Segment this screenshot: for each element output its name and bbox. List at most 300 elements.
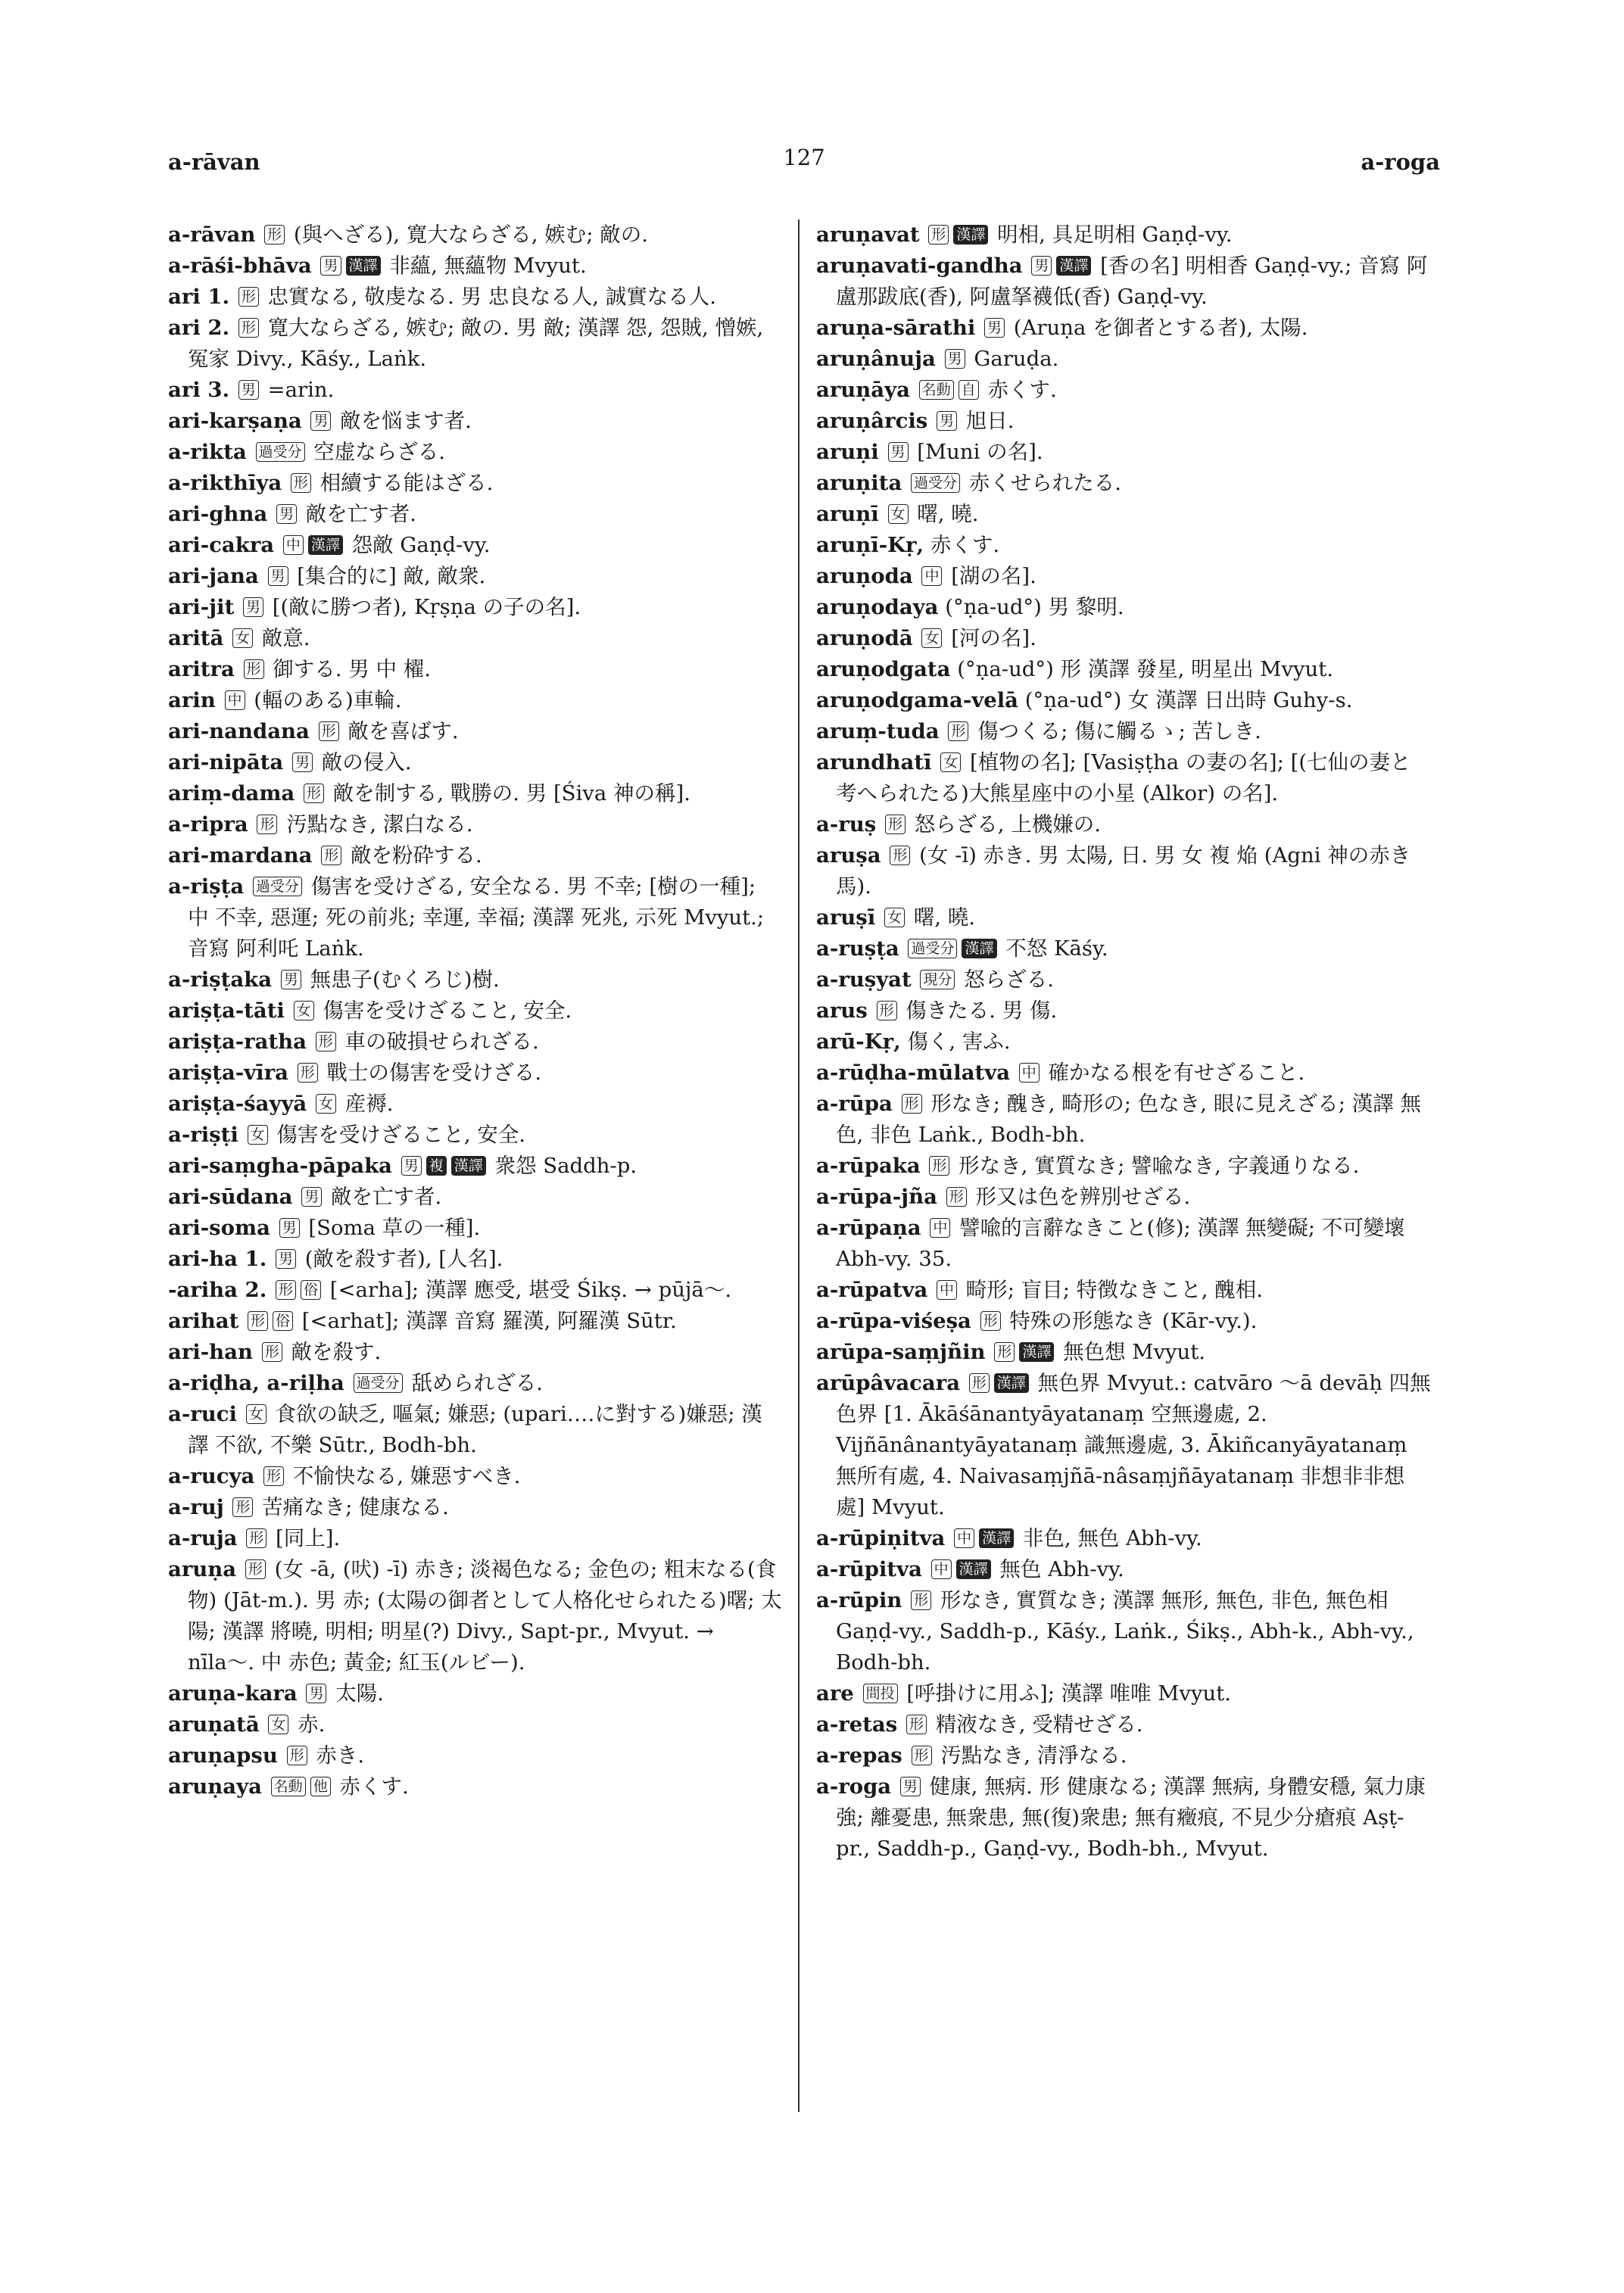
entry-headword: a-rūpaka (816, 1154, 921, 1178)
entry-headword: a-riḍha, a-riḷha (168, 1371, 344, 1395)
dictionary-entry (816, 747, 1431, 809)
entry-definition: 敵を亡す者. (324, 1185, 442, 1209)
grammar-tag: 男 (888, 442, 909, 462)
grammar-tag: 漢譯 (979, 1528, 1014, 1548)
grammar-tag: 形 (262, 1342, 282, 1362)
dictionary-entry (168, 1089, 783, 1120)
entry-definition: 無色界 Mvyut.: catvāro 〜ā devāḥ 四無色界 [1. Ākāśānantyāyatanaṃ 空無邊處, 2. Vijñānânantyāyatanaṃ 識無邊處, 3. Ākiñcanyāyatanaṃ 無所有處, 4. Naivasaṃjñā-nâsaṃjñāyatanaṃ 非想非非想處] Mvyut. (836, 1371, 1431, 1519)
entry-headword: aruṇaya (168, 1774, 262, 1799)
entry-headword: a-ruṣ (816, 812, 877, 837)
entry-headword: ari-mardana (168, 843, 313, 868)
grammar-tag: 女 (294, 1001, 314, 1020)
entry-headword: a-rikta (168, 440, 247, 464)
entry-definition: 形なき, 實質なき; 譬喩なき, 字義通りなる. (952, 1154, 1360, 1178)
entry-definition: (°ṇa-ud°) 男 黎明. (945, 595, 1124, 619)
entry-definition: 赤くす. (980, 378, 1057, 402)
entry-headword: ari-sūdana (168, 1185, 293, 1209)
grammar-tag: 漢譯 (1019, 1342, 1054, 1362)
entry-definition: 赤くす. (332, 1774, 409, 1799)
entry-definition: (與へざる), 寛大ならざる, 嫉む; 敵の. (287, 223, 649, 247)
entry-headword: a-rāśi-bhāva (168, 254, 312, 278)
dictionary-entry (816, 437, 1431, 468)
grammar-tag: 形 (948, 721, 968, 741)
dictionary-entry (816, 561, 1431, 592)
entry-headword: a-rūpa-viśeṣa (816, 1309, 971, 1333)
right-column (816, 220, 1431, 1865)
grammar-tag: 名動 (271, 1777, 306, 1796)
dictionary-entry (816, 1771, 1431, 1865)
dictionary-entry (168, 1213, 783, 1244)
dictionary-entry (168, 1058, 783, 1089)
entry-definition: 舐められざる. (404, 1371, 544, 1395)
grammar-tag: 女 (888, 504, 909, 524)
entry-headword: a-ruj (168, 1495, 224, 1519)
entry-definition: 傷害を受けざる, 安全なる. 男 不幸; [樹の一種]; 中 不幸, 惡運; 死の前兆; 幸運, 幸福; 漢譯 死兆, 示死 Mvyut.; 音寫 阿利吒 Laṅk. (188, 874, 765, 961)
entry-headword: aruṇavat (816, 223, 920, 247)
entry-headword: aruṇodaya (816, 595, 939, 619)
entry-definition: 形又は色を辨別せざる. (968, 1185, 1191, 1209)
entry-definition: (°ṇa-ud°) 女 漢譯 日出時 Guhy-s. (1024, 688, 1353, 712)
entry-headword: aruṃ-tuda (816, 719, 940, 743)
entry-definition: 形なき; 醜き, 畸形の; 色なき, 眼に見えざる; 漢譯 無色, 非色 Laṅk., Bodh-bh. (836, 1092, 1421, 1147)
entry-headword: a-rucya (168, 1464, 255, 1488)
dictionary-entry (816, 716, 1431, 747)
dictionary-entry (816, 406, 1431, 437)
entry-headword: a-ripra (168, 812, 248, 837)
grammar-tag: 他 (310, 1777, 331, 1796)
dictionary-entry (816, 1027, 1431, 1058)
left-column (168, 220, 783, 1802)
grammar-tag: 中 (937, 1280, 957, 1300)
grammar-tag: 女 (921, 628, 942, 648)
grammar-tag: 形 (264, 225, 285, 245)
entry-headword: arihat (168, 1309, 239, 1333)
grammar-tag: 俗 (301, 1280, 321, 1300)
grammar-tag: 形 (877, 1001, 897, 1020)
dictionary-entry (168, 716, 783, 747)
grammar-tag: 男 (306, 1684, 326, 1703)
entry-definition: 敵を制する, 戰勝の. 男 [Śiva 神の稱]. (326, 781, 690, 805)
grammar-tag: 形 (969, 1373, 990, 1393)
entry-definition: 御する. 男 中 櫂. (266, 657, 431, 681)
grammar-tag: 過受分 (908, 939, 957, 958)
dictionary-entry (168, 251, 783, 282)
entry-headword: ari-han (168, 1340, 253, 1364)
entry-headword: arūpâvacara (816, 1371, 961, 1395)
entry-definition: [香の名] 明相香 Gaṇḍ-vy.; 音寫 阿盧那跋底(香), 阿盧拏襪低(香) Gaṇḍ-vy. (836, 254, 1428, 309)
grammar-tag: 女 (268, 1715, 288, 1734)
entry-headword: aruṇodgama-velā (816, 688, 1018, 712)
entry-definition: 赤き. (309, 1743, 365, 1768)
entry-definition: 衆怨 Saddh-p. (488, 1154, 637, 1178)
dictionary-entry (816, 1523, 1431, 1554)
entry-headword: ari-saṃgha-pāpaka (168, 1154, 392, 1178)
entry-definition: 精液なき, 受精せざる. (929, 1712, 1143, 1737)
entry-headword: a-rūpin (816, 1588, 902, 1612)
entry-headword: a-ruja (168, 1526, 238, 1550)
dictionary-entry (168, 778, 783, 809)
grammar-tag: 女 (316, 1094, 336, 1114)
entry-definition: 傷害を受けざること, 安全. (316, 999, 572, 1023)
dictionary-entry (168, 561, 783, 592)
grammar-tag: 形 (291, 473, 311, 493)
grammar-tag: 中 (921, 566, 942, 586)
grammar-tag: 形 (929, 1156, 949, 1176)
grammar-tag: 女 (940, 752, 961, 772)
dictionary-entry (816, 220, 1431, 251)
entry-definition: 無患子(むくろじ)樹. (303, 967, 500, 992)
grammar-tag: 男 (945, 349, 965, 369)
dictionary-entry (168, 995, 783, 1027)
entry-headword: aruṇāya (816, 378, 910, 402)
entry-headword: -ariha 2. (168, 1278, 267, 1302)
entry-headword: aruṇa-kara (168, 1681, 298, 1706)
entry-headword: aritā (168, 626, 224, 650)
grammar-tag: 男 (243, 597, 263, 617)
entry-headword: ari-karṣaṇa (168, 409, 302, 433)
dictionary-entry (168, 1368, 783, 1399)
entry-headword: ariṣṭa-ratha (168, 1030, 307, 1054)
entry-definition: (Aruṇa を御者とする者), 太陽. (1007, 316, 1308, 340)
dictionary-entry (168, 1244, 783, 1275)
entry-headword: aruṇârcis (816, 409, 928, 433)
entry-headword: a-rūpiṇitva (816, 1526, 946, 1550)
entry-headword: a-riṣṭi (168, 1123, 238, 1147)
entry-headword: aruṇapsu (168, 1743, 278, 1768)
entry-definition: 形なき, 實質なき; 漢譯 無形, 無色, 非色, 無色相 Gaṇḍ-vy., Saddh-p., Kāśy., Laṅk., Śikṣ., Abh-k., Abh-vy., Bodh-bh. (836, 1588, 1414, 1675)
entry-headword: aruṇī-Kṛ, (816, 533, 924, 557)
dictionary-entry (168, 282, 783, 313)
entry-headword: ari 3. (168, 378, 230, 402)
entry-headword: aruṇoda (816, 564, 913, 588)
grammar-tag: 形 (298, 1063, 318, 1083)
entry-definition: 赤くせられたる. (962, 471, 1122, 495)
grammar-tag: 形 (906, 1715, 927, 1734)
dictionary-entry (816, 840, 1431, 902)
entry-headword: aruṇavati-gandha (816, 254, 1023, 278)
entry-definition: Garuḍa. (967, 347, 1059, 371)
grammar-tag: 中 (225, 690, 245, 710)
dictionary-entry (168, 654, 783, 685)
entry-headword: ari-jana (168, 564, 259, 588)
grammar-tag: 中 (954, 1528, 974, 1548)
grammar-tag: 俗 (273, 1311, 293, 1331)
grammar-tag: 形 (946, 1187, 967, 1207)
grammar-tag: 複 (426, 1156, 447, 1176)
dictionary-entry (168, 375, 783, 406)
entry-definition: 明相, 具足明相 Gaṇḍ-vy. (990, 223, 1233, 247)
dictionary-entry (816, 530, 1431, 561)
entry-headword: arūpa-saṃjñin (816, 1340, 986, 1364)
entry-headword: ari-cakra (168, 533, 275, 557)
entry-definition: 非蘊, 無蘊物 Mvyut. (382, 254, 587, 278)
dictionary-entry (168, 685, 783, 716)
dictionary-entry (168, 1182, 783, 1213)
dictionary-entry (168, 623, 783, 654)
entry-headword: are (816, 1681, 854, 1706)
entry-headword: ari 1. (168, 285, 230, 309)
entry-definition: [集合的に] 敵, 敵衆. (290, 564, 486, 588)
header-right-guideword: a-roga (1361, 149, 1440, 175)
dictionary-entry (168, 1461, 783, 1492)
entry-definition: 敵を悩ます者. (333, 409, 472, 433)
dictionary-entry (816, 1585, 1431, 1678)
entry-headword: ari-nipāta (168, 750, 284, 774)
grammar-tag: 女 (232, 628, 253, 648)
dictionary-entry (168, 1337, 783, 1368)
entry-definition: 傷く, 害ふ. (907, 1030, 1011, 1054)
dictionary-entry (168, 1027, 783, 1058)
grammar-tag: 漢譯 (953, 225, 988, 245)
grammar-tag: 中 (1019, 1063, 1040, 1083)
dictionary-entry (168, 964, 783, 995)
entry-headword: a-rikthīya (168, 471, 282, 495)
entry-headword: aruṇi (816, 440, 879, 464)
dictionary-entry (816, 1213, 1431, 1275)
grammar-tag: 女 (246, 1404, 267, 1424)
entry-definition: 忠實なる, 敬虔なる. 男 忠良なる人, 誠實なる人. (260, 285, 716, 309)
dictionary-entry (816, 685, 1431, 716)
entry-definition: 敵を喜ばす. (341, 719, 459, 743)
dictionary-entry (816, 1182, 1431, 1213)
dictionary-entry (168, 1275, 783, 1306)
grammar-tag: 過受分 (911, 473, 960, 493)
entry-definition: 寛大ならざる, 嫉む; 敵の. 男 敵; 漢譯 怨, 怨賊, 憎嫉, 冤家 Divy., Kāśy., Laṅk. (188, 316, 764, 371)
header-left-guideword: a-rāvan (168, 149, 260, 175)
dictionary-entry (816, 313, 1431, 344)
dictionary-entry (816, 1089, 1431, 1151)
entry-definition: 産褥. (338, 1092, 394, 1116)
entry-headword: aruṣī (816, 905, 876, 930)
grammar-tag: 漢譯 (1056, 256, 1091, 276)
dictionary-entry (168, 313, 783, 375)
entry-definition: 傷きたる. 男 傷. (899, 999, 1058, 1023)
grammar-tag: 中 (930, 1218, 950, 1238)
entry-definition: 赤. (291, 1712, 326, 1737)
entry-definition: [<arhat]; 漢譯 音寫 羅漢, 阿羅漢 Sūtr. (295, 1309, 677, 1333)
entry-definition: 不愉快なる, 嫌惡すべき. (286, 1464, 521, 1488)
entry-headword: a-ruṣyat (816, 967, 912, 992)
entry-definition: 相續する能はざる. (313, 471, 494, 495)
entry-headword: arin (168, 688, 216, 712)
grammar-tag: 漢譯 (451, 1156, 486, 1176)
entry-definition: 無色 Abh-vy. (993, 1557, 1124, 1581)
entry-headword: a-rūpatva (816, 1278, 928, 1302)
grammar-tag: 形 (928, 225, 949, 245)
grammar-tag: 形 (244, 659, 264, 679)
entry-headword: ariṣṭa-tāti (168, 999, 285, 1023)
grammar-tag: 形 (257, 815, 277, 834)
grammar-tag: 名動 (919, 380, 954, 400)
entry-headword: a-riṣṭa (168, 874, 245, 899)
entry-definition: 怒らざる, 上機嫌の. (907, 812, 1101, 837)
entry-headword: ari-ghna (168, 502, 268, 526)
dictionary-entry (816, 623, 1431, 654)
entry-headword: a-retas (816, 1712, 898, 1737)
dictionary-entry (168, 1492, 783, 1523)
entry-definition: (輻のある)車輪. (247, 688, 402, 712)
entry-definition: 傷害を受けざること, 安全. (270, 1123, 526, 1147)
entry-definition: 敵意. (255, 626, 310, 650)
grammar-tag: 男 (937, 411, 957, 431)
entry-headword: aruṇita (816, 471, 902, 495)
entry-definition: 不怒 Kāśy. (999, 936, 1108, 961)
entry-headword: aruṇī (816, 502, 879, 526)
entry-headword: ari-jit (168, 595, 235, 619)
entry-headword: arū-Kṛ, (816, 1030, 901, 1054)
entry-definition: (女 -ā, (吠) -ī) 赤き; 淡褐色なる; 金色の; 粗末なる(食物) (Jāt-m.). 男 赤; (太陽の御者として人格化せられたる)曙; 太陽; 漢譯 將曉, 明相; 明星(?) Divy., Sapt-pr., Mvyut. → nīla〜. 中 赤色; 黃金; 紅玉(ルビー). (188, 1557, 782, 1675)
entry-definition: 旭日. (959, 409, 1015, 433)
entry-definition: 太陽. (329, 1681, 384, 1706)
grammar-tag: 男 (268, 566, 288, 586)
entry-headword: a-roga (816, 1774, 892, 1799)
grammar-tag: 形 (246, 1528, 267, 1548)
grammar-tag: 形 (911, 1590, 931, 1610)
dictionary-entry (816, 1306, 1431, 1337)
entry-definition: 怨敵 Gaṇḍ-vy. (344, 533, 491, 557)
grammar-tag: 漢譯 (962, 939, 996, 958)
grammar-tag: 男 (292, 752, 313, 772)
entry-definition: 非色, 無色 Abh-vy. (1016, 1526, 1202, 1550)
grammar-tag: 男 (279, 1218, 300, 1238)
entry-headword: a-rūḍha-mūlatva (816, 1061, 1011, 1085)
dictionary-entry (168, 592, 783, 623)
dictionary-entry (816, 592, 1431, 623)
grammar-tag: 女 (248, 1125, 268, 1145)
dictionary-entry (816, 809, 1431, 840)
entry-definition: 汚點なき, 清淨なる. (934, 1743, 1127, 1768)
entry-headword: a-ruci (168, 1402, 237, 1426)
dictionary-entry (816, 995, 1431, 1027)
grammar-tag: 男 (984, 318, 1005, 338)
grammar-tag: 男 (276, 1249, 296, 1269)
dictionary-entry (168, 1151, 783, 1182)
grammar-tag: 中 (283, 535, 304, 555)
entry-headword: ariṃ-dama (168, 781, 295, 805)
dictionary-entry (168, 1523, 783, 1554)
grammar-tag: 形 (248, 1311, 268, 1331)
dictionary-entry (168, 1306, 783, 1337)
dictionary-entry (816, 1740, 1431, 1771)
entry-headword: aruṇatā (168, 1712, 260, 1737)
grammar-tag: 形 (319, 721, 339, 741)
grammar-tag: 過受分 (253, 877, 302, 896)
entry-definition: 敵を殺す. (284, 1340, 382, 1364)
dictionary-entry (816, 251, 1431, 313)
entry-headword: aruṇânuja (816, 347, 936, 371)
page-header (168, 145, 1440, 179)
entry-headword: aruṇa (168, 1557, 237, 1581)
dictionary-entry (816, 1151, 1431, 1182)
entry-definition: 畸形; 盲目; 特徴なきこと, 醜相. (959, 1278, 1264, 1302)
entry-definition: 赤くす. (930, 533, 1000, 557)
grammar-tag: 形 (287, 1746, 307, 1765)
entry-definition: 戰士の傷害を受けざる. (320, 1061, 542, 1085)
entry-headword: a-ruṣṭa (816, 936, 899, 961)
dictionary-entry (816, 654, 1431, 685)
entry-definition: [Soma 草の一種]. (301, 1216, 481, 1240)
grammar-tag: 男 (276, 504, 297, 524)
grammar-tag: 現分 (920, 970, 955, 989)
dictionary-entry (816, 499, 1431, 530)
entry-definition: 車の破損せられざる. (338, 1030, 539, 1054)
entry-definition: 曙, 曉. (910, 502, 979, 526)
entry-headword: ari-ha 1. (168, 1247, 267, 1271)
entry-headword: ari 2. (168, 316, 230, 340)
entry-definition: [(敵に勝つ者), Kṛṣṇa の子の名]. (266, 595, 581, 619)
entry-definition: [Muni の名]. (910, 440, 1043, 464)
grammar-tag: 形 (316, 1032, 336, 1051)
entry-definition: [湖の名]. (944, 564, 1036, 588)
grammar-tag: 男 (1031, 256, 1052, 276)
entry-definition: [河の名]. (944, 626, 1036, 650)
entry-headword: ariṣṭa-vīra (168, 1061, 288, 1085)
entry-definition: (女 -ī) 赤き. 男 太陽, 日. 男 女 複 焔 (Agni 神の赤き馬). (836, 843, 1411, 899)
entry-headword: aruṇodgata (816, 657, 951, 681)
entry-definition: 空虚ならざる. (307, 440, 445, 464)
grammar-tag: 形 (885, 815, 906, 834)
dictionary-entry (168, 1120, 783, 1151)
dictionary-entry (816, 1058, 1431, 1089)
entry-definition: 汚點なき, 潔白なる. (279, 812, 473, 837)
dictionary-entry (816, 1554, 1431, 1585)
dictionary-entry (816, 468, 1431, 499)
dictionary-entry (168, 530, 783, 561)
grammar-tag: 自 (959, 380, 979, 400)
entry-headword: a-rāvan (168, 223, 256, 247)
grammar-tag: 中 (931, 1559, 952, 1579)
dictionary-entry (816, 1275, 1431, 1306)
entry-headword: ari-soma (168, 1216, 270, 1240)
entry-headword: ari-nandana (168, 719, 310, 743)
dictionary-entry (816, 1709, 1431, 1740)
entry-headword: a-rūpa-jña (816, 1185, 937, 1209)
entry-definition: 確かなる根を有せざること. (1041, 1061, 1305, 1085)
grammar-tag: 男 (401, 1156, 422, 1176)
dictionary-entry (168, 840, 783, 871)
entry-headword: arundhatī (816, 750, 932, 774)
dictionary-entry (816, 964, 1431, 995)
dictionary-entry (168, 809, 783, 840)
dictionary-entry (816, 1337, 1431, 1368)
grammar-tag: 漢譯 (308, 535, 343, 555)
grammar-tag: 男 (900, 1777, 921, 1796)
entry-definition: 曙, 曉. (907, 905, 975, 930)
dictionary-entry (168, 1554, 783, 1678)
entry-headword: arus (816, 999, 868, 1023)
entry-definition: 無色想 Mvyut. (1056, 1340, 1206, 1364)
entry-headword: a-rūpa (816, 1092, 893, 1116)
entry-headword: aritra (168, 657, 235, 681)
dictionary-entry (168, 1771, 783, 1802)
dictionary-entry (168, 871, 783, 964)
column-divider (798, 220, 800, 2112)
entry-headword: ariṣṭa-śayyā (168, 1092, 307, 1116)
dictionary-entry (816, 902, 1431, 933)
entry-definition: 苦痛なき; 健康なる. (255, 1495, 449, 1519)
grammar-tag: 形 (276, 1280, 296, 1300)
grammar-tag: 漢譯 (994, 1373, 1029, 1393)
dictionary-entry (168, 220, 783, 251)
dictionary-entry (816, 1368, 1431, 1523)
grammar-tag: 女 (884, 908, 905, 927)
grammar-tag: 男 (281, 970, 301, 989)
dictionary-entry (168, 437, 783, 468)
entry-definition: =arin. (260, 378, 335, 402)
grammar-tag: 男 (301, 1187, 322, 1207)
dictionary-entry (168, 1678, 783, 1709)
grammar-tag: 形 (321, 846, 341, 865)
